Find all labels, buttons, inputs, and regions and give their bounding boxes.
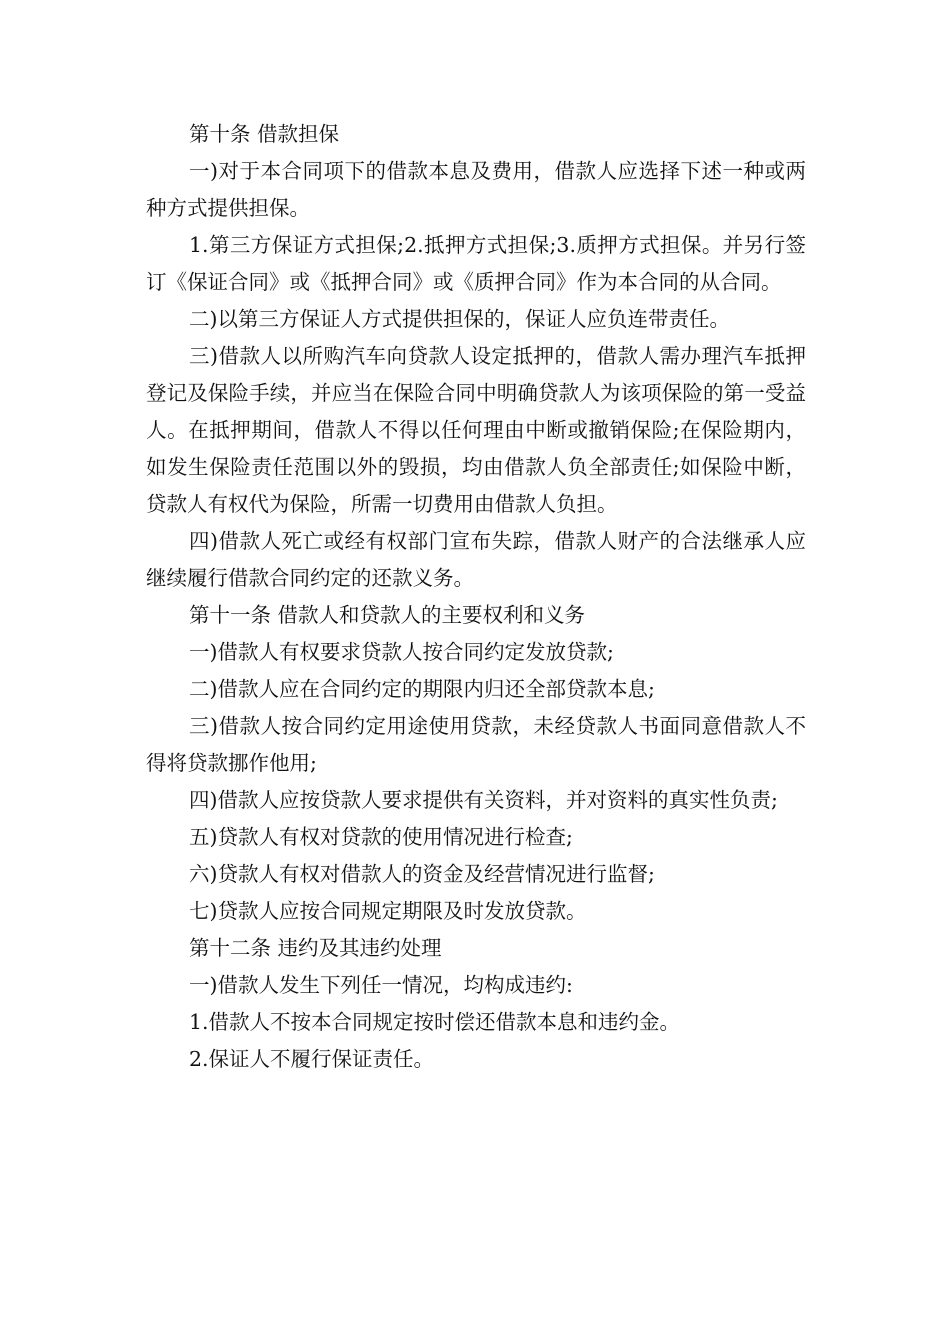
document-page [146,116,806,1078]
paragraph: 六)贷款人有权对借款人的资金及经营情况进行监督; [189,862,655,886]
paragraph: 三)借款人按合同约定用途使用贷款，未经贷款人书面同意借款人不得将贷款挪作他用; [146,714,806,775]
paragraph: 四)借款人死亡或经有权部门宣布失踪，借款人财产的合法继承人应继续履行借款合同约定的还款义务。 [146,529,806,590]
paragraph: 二)借款人应在合同约定的期限内归还全部贷款本息; [189,677,655,701]
paragraph: 1.借款人不按本合同规定按时偿还借款本息和违约金。 [189,1010,681,1034]
paragraph: 七)贷款人应按合同规定期限及时发放贷款。 [189,899,587,923]
paragraph: 一)对于本合同项下的借款本息及费用，借款人应选择下述一种或两种方式提供担保。 [146,159,806,220]
paragraph: 三)借款人以所购汽车向贷款人设定抵押的，借款人需办理汽车抵押登记及保险手续，并应当在保险合同中明确贷款人为该项保险的第一受益人。在抵押期间，借款人不得以任何理由中断或撤销保险;在保险期内，如发生保险责任范围以外的毁损，均由借款人负全部责任;如保险中断，贷款人有权代为保险，所需一切费用由借款人负担。 [146,344,806,516]
paragraph: 五)贷款人有权对贷款的使用情况进行检查; [189,825,573,849]
article-12-heading: 第十二条 违约及其违约处理 [189,936,442,960]
paragraph: 一)借款人有权要求贷款人按合同约定发放贷款; [189,640,614,664]
paragraph: 一)借款人发生下列任一情况，均构成违约: [189,973,573,997]
paragraph: 二)以第三方保证人方式提供担保的，保证人应负连带责任。 [189,307,730,331]
paragraph: 1.第三方保证方式担保;2.抵押方式担保;3.质押方式担保。并另行签订《保证合同》或《抵押合同》或《质押合同》作为本合同的从合同。 [146,233,806,294]
paragraph: 四)借款人应按贷款人要求提供有关资料，并对资料的真实性负责; [189,788,778,812]
paragraph: 2.保证人不履行保证责任。 [189,1047,435,1071]
article-10-heading: 第十条 借款担保 [189,122,340,146]
article-11-heading: 第十一条 借款人和贷款人的主要权利和义务 [189,603,586,627]
